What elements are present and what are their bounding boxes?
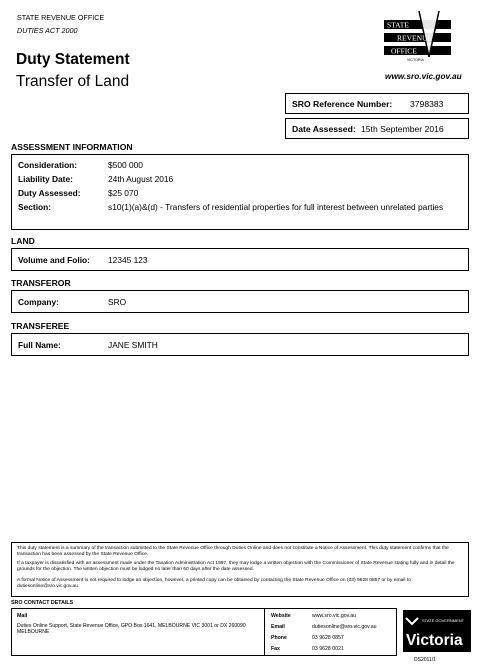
phone-label: Phone	[271, 635, 287, 641]
consideration-value: $500 000	[108, 160, 143, 170]
duty-assessed-value: $25 070	[108, 188, 139, 198]
notice-paragraph-2: If a taxpayer is dissatisfied with an assessment made under the Taxation Administration Act 1997, they may lodge a written objection with the Commissioner of State Revenue stating fully and in detail the grounds for the objection. The written objection must be lodged no later than 60 days after the date assessed.	[17, 561, 455, 572]
mail-label: Mail	[17, 613, 28, 619]
mail-cell	[12, 609, 265, 655]
consideration-label: Consideration:	[18, 160, 78, 170]
section-value: s10(1)(a)&(d) - Transfers of residential properties for full interest between unrelated parties	[108, 202, 444, 212]
date-assessed-box	[285, 118, 469, 139]
website-header: www.sro.vic.gov.au	[385, 71, 462, 81]
notice-paragraph-3: A formal Notice of Assessment is not required to lodge an objection, however, a printed copy can be obtained by contacting the State Revenue Office on (03) 9628 0857 or by email to dutiesonline@sro.vic.gov.au.	[17, 578, 411, 589]
company-value: SRO	[108, 297, 127, 307]
duty-assessed-label: Duty Assessed:	[18, 188, 81, 198]
logo-line4: VICTORIA	[407, 58, 424, 62]
liability-date-value: 24th August 2016	[108, 174, 174, 184]
contact-heading: SRO CONTACT DETAILS	[11, 600, 74, 606]
fax-label: Fax	[271, 646, 280, 652]
reference-label: SRO Reference Number:	[292, 99, 393, 109]
liability-date-label: Liability Date:	[18, 174, 73, 184]
logo-line3: OFFICE	[391, 46, 417, 56]
notice-paragraph-1: This duty statement is a summary of the transaction submitted to the State Revenue Office through Duties Online and does not constitute a Notice of Assessment. This duty statement confirms that the transaction has been assessed by the State Revenue Office.	[17, 546, 449, 557]
land-box	[11, 248, 469, 271]
victoria-logo-name: Victoria	[406, 632, 463, 649]
company-label: Company:	[18, 297, 59, 307]
page-title: Duty Statement	[16, 51, 130, 68]
website-label: Website	[271, 613, 291, 619]
date-assessed-value: 15th September 2016	[361, 124, 444, 134]
email-value: dutiesonline@sro.vic.gov.au	[312, 624, 377, 630]
email-label: Email	[271, 624, 285, 630]
sro-logo	[383, 9, 473, 73]
fax-value: 03 9628 0021	[312, 646, 344, 652]
form-code: DS2011/1	[414, 657, 436, 663]
org-name: STATE REVENUE OFFICE	[17, 13, 105, 22]
full-name-label: Full Name:	[18, 340, 61, 350]
transferee-box	[11, 333, 469, 356]
date-assessed-label: Date Assessed:	[292, 124, 356, 134]
reference-box	[285, 93, 469, 114]
section-label: Section:	[18, 202, 52, 212]
logo-line1: STATE	[387, 20, 409, 30]
phone-value: 03 9628 0857	[312, 635, 344, 641]
website-value: www.sro.vic.gov.au	[312, 613, 357, 619]
reference-value: 3798383	[410, 99, 444, 109]
logo-line2: REVENUE	[397, 33, 432, 43]
volume-folio-value: 12345 123	[108, 255, 148, 265]
transferor-heading: TRANSFEROR	[11, 278, 71, 288]
full-name-value: JANE SMITH	[108, 340, 158, 350]
land-heading: LAND	[11, 236, 35, 246]
page-subtitle: Transfer of Land	[16, 73, 130, 90]
contact-box	[11, 608, 397, 656]
victoria-logo-small: STATE GOVERNMENT	[422, 618, 465, 623]
mail-value: Duties Online Support, State Revenue Office, GPO Box 1641, MELBOURNE VIC 3001 or DX 260090 MELBOURNE	[17, 623, 246, 636]
assessment-heading: ASSESSMENT INFORMATION	[11, 142, 133, 152]
volume-folio-label: Volume and Folio:	[18, 255, 90, 265]
assessment-box	[11, 154, 469, 230]
transferee-heading: TRANSFEREE	[11, 321, 70, 331]
act-name: DUTIES ACT 2000	[17, 26, 78, 35]
transferor-box	[11, 290, 469, 313]
victoria-logo	[403, 610, 471, 652]
notice-box	[11, 542, 469, 597]
